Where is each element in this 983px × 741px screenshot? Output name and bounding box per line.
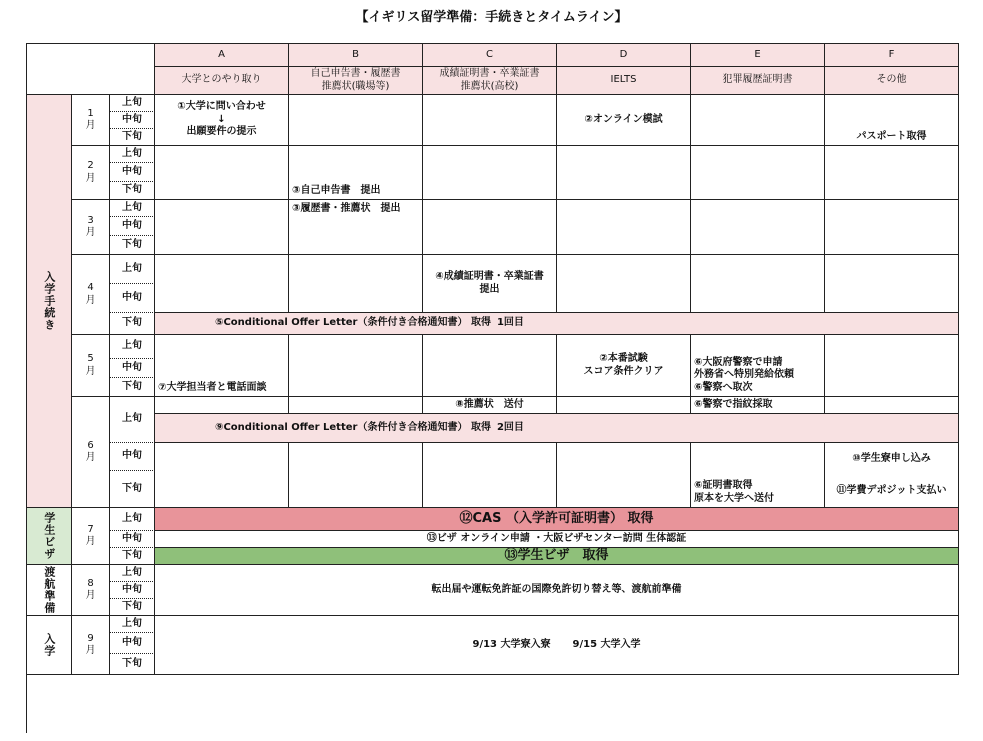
month-aug: 8 月 bbox=[72, 565, 110, 616]
month-jun: 6 月 bbox=[72, 397, 110, 508]
phase-aug-late: 下旬 bbox=[110, 599, 155, 616]
cell-d-jan: ②オンライン模試 bbox=[557, 95, 691, 146]
month-apr: 4 月 bbox=[72, 255, 110, 335]
cell-c-mar bbox=[423, 200, 557, 255]
phase-aug-mid: 中旬 bbox=[110, 582, 155, 599]
column-e-letter: E bbox=[691, 44, 825, 67]
cell-b-mar: ③履歴書・推薦状 提出 bbox=[289, 200, 423, 255]
cell-b-may bbox=[289, 335, 423, 397]
month-sep: 9 月 bbox=[72, 616, 110, 675]
conditional-offer-1-tag: 1回目 bbox=[496, 317, 524, 329]
section-departure: 渡航準備 bbox=[27, 565, 72, 616]
phase-may-mid: 中旬 bbox=[110, 359, 155, 378]
cell-b-jun-late bbox=[289, 443, 423, 508]
phase-jun-mid: 中旬 bbox=[110, 443, 155, 471]
cell-d-feb bbox=[557, 146, 691, 200]
cell-c-jun: ⑧推薦状 送付 bbox=[423, 397, 557, 414]
column-f-name: その他 bbox=[825, 67, 959, 95]
cell-e-jan bbox=[691, 95, 825, 146]
section-enroll: 入学 bbox=[27, 616, 72, 675]
section-visa: 学生ビザ bbox=[27, 508, 72, 565]
cell-f-jun-late: ⑩学生寮申し込み ⑪学費デポジット支払い bbox=[825, 443, 959, 508]
phase-feb-mid: 中旬 bbox=[110, 163, 155, 182]
month-mar: 3 月 bbox=[72, 200, 110, 255]
column-e-name: 犯罪履歴証明書 bbox=[691, 67, 825, 95]
cell-f-apr bbox=[825, 255, 959, 313]
cell-d-jun bbox=[557, 397, 691, 414]
phase-jul-mid: 中旬 bbox=[110, 531, 155, 548]
cell-e-jun-2: ⑥証明書取得 原本を大学へ送付 bbox=[691, 443, 825, 508]
cell-c-jan bbox=[423, 95, 557, 146]
phase-aug-early: 上旬 bbox=[110, 565, 155, 582]
conditional-offer-1-bar bbox=[155, 313, 959, 335]
corner-cell bbox=[27, 44, 155, 95]
enroll-university: 9/15 大学入学 bbox=[572, 638, 641, 650]
departure-prep: 転出届や運転免許証の国際免許切り替え等、渡航前準備 bbox=[155, 565, 959, 616]
phase-apr-mid: 中旬 bbox=[110, 284, 155, 313]
cell-d-mar bbox=[557, 200, 691, 255]
cell-d-may: ②本番試験 スコア条件クリア bbox=[557, 335, 691, 397]
visa-online-bar: ⑬ビザ オンライン申請 ・大阪ビザセンター訪問 生体認証 bbox=[155, 531, 959, 548]
phase-jun-early: 上旬 bbox=[110, 397, 155, 443]
phase-jul-late: 下旬 bbox=[110, 548, 155, 565]
cas-bar: ⑫CAS （入学許可証明書） 取得 bbox=[155, 508, 959, 531]
page-title: 【イギリス留学準備：手続きとタイムライン】 bbox=[355, 10, 628, 25]
phase-apr-late: 下旬 bbox=[110, 313, 155, 335]
cell-f-mar bbox=[825, 200, 959, 255]
phase-jun-late: 下旬 bbox=[110, 471, 155, 508]
cell-c-may bbox=[423, 335, 557, 397]
column-c-letter: C bbox=[423, 44, 557, 67]
cell-c-apr: ④成績証明書・卒業証書 提出 bbox=[423, 255, 557, 313]
month-may: 5 月 bbox=[72, 335, 110, 397]
phase-may-early: 上旬 bbox=[110, 335, 155, 359]
conditional-offer-2-bar bbox=[155, 414, 959, 443]
column-a-name: 大学とのやり取り bbox=[155, 67, 289, 95]
cell-a-jan: ①大学に問い合わせ ↓ 出願要件の提示 bbox=[155, 95, 289, 146]
phase-jan-late: 下旬 bbox=[110, 129, 155, 146]
cell-e-may: ⑥大阪府警察で申請 外務省へ特別発給依頼 ⑥警察へ取次 bbox=[691, 335, 825, 397]
conditional-offer-1-label: ⑤Conditional Offer Letter（条件付き合格通知書） 取得 bbox=[215, 317, 491, 329]
month-jan: 1 月 bbox=[72, 95, 110, 146]
cell-f-jan: パスポート取得 bbox=[825, 95, 959, 146]
phase-jan-mid: 中旬 bbox=[110, 112, 155, 129]
conditional-offer-2-tag: 2回目 bbox=[496, 421, 524, 433]
phase-mar-mid: 中旬 bbox=[110, 217, 155, 236]
cell-e-feb bbox=[691, 146, 825, 200]
cell-f-feb bbox=[825, 146, 959, 200]
phase-sep-early: 上旬 bbox=[110, 616, 155, 633]
cell-a-may: ⑦大学担当者と電話面談 bbox=[155, 335, 289, 397]
enroll-dorm: 9/13 大学寮入寮 bbox=[472, 638, 551, 650]
phase-mar-late: 下旬 bbox=[110, 236, 155, 255]
visa-acquire-bar: ⑬学生ビザ 取得 bbox=[155, 548, 959, 565]
column-b-letter: B bbox=[289, 44, 423, 67]
cell-a-jun bbox=[155, 397, 289, 414]
conditional-offer-2-label: ⑨Conditional Offer Letter（条件付き合格通知書） 取得 bbox=[215, 421, 491, 433]
phase-sep-late: 下旬 bbox=[110, 654, 155, 675]
cell-d-jun-late bbox=[557, 443, 691, 508]
cell-a-feb bbox=[155, 146, 289, 200]
cell-f-may bbox=[825, 335, 959, 397]
cell-c-feb bbox=[423, 146, 557, 200]
column-b-name: 自己申告書・履歴書 推薦状(職場等) bbox=[289, 67, 423, 95]
month-jul: 7 月 bbox=[72, 508, 110, 565]
cell-a-mar bbox=[155, 200, 289, 255]
cell-b-jun bbox=[289, 397, 423, 414]
cell-b-apr bbox=[289, 255, 423, 313]
cell-e-jun-1: ⑥警察で指紋採取 bbox=[691, 397, 825, 414]
cell-c-jun-late bbox=[423, 443, 557, 508]
phase-jul-early: 上旬 bbox=[110, 508, 155, 531]
cell-e-mar bbox=[691, 200, 825, 255]
phase-feb-late: 下旬 bbox=[110, 182, 155, 200]
cell-b-jan bbox=[289, 95, 423, 146]
cell-e-apr bbox=[691, 255, 825, 313]
column-c-name: 成績証明書・卒業証書 推薦状(高校) bbox=[423, 67, 557, 95]
timeline-table bbox=[26, 43, 959, 733]
phase-sep-mid: 中旬 bbox=[110, 633, 155, 654]
enroll-bar bbox=[155, 616, 959, 675]
phase-mar-early: 上旬 bbox=[110, 200, 155, 217]
phase-apr-early: 上旬 bbox=[110, 255, 155, 284]
phase-jan-early: 上旬 bbox=[110, 95, 155, 112]
phase-feb-early: 上旬 bbox=[110, 146, 155, 163]
section-admission: 入学手続き bbox=[27, 95, 72, 508]
column-a-letter: A bbox=[155, 44, 289, 67]
cell-a-jun-late bbox=[155, 443, 289, 508]
column-f-letter: F bbox=[825, 44, 959, 67]
column-d-letter: D bbox=[557, 44, 691, 67]
cell-a-apr bbox=[155, 255, 289, 313]
cell-d-apr bbox=[557, 255, 691, 313]
cell-f-jun-early bbox=[825, 397, 959, 414]
cell-b-feb: ③自己申告書 提出 bbox=[289, 146, 423, 200]
phase-may-late: 下旬 bbox=[110, 378, 155, 397]
column-d-name: IELTS bbox=[557, 67, 691, 95]
month-feb: 2 月 bbox=[72, 146, 110, 200]
